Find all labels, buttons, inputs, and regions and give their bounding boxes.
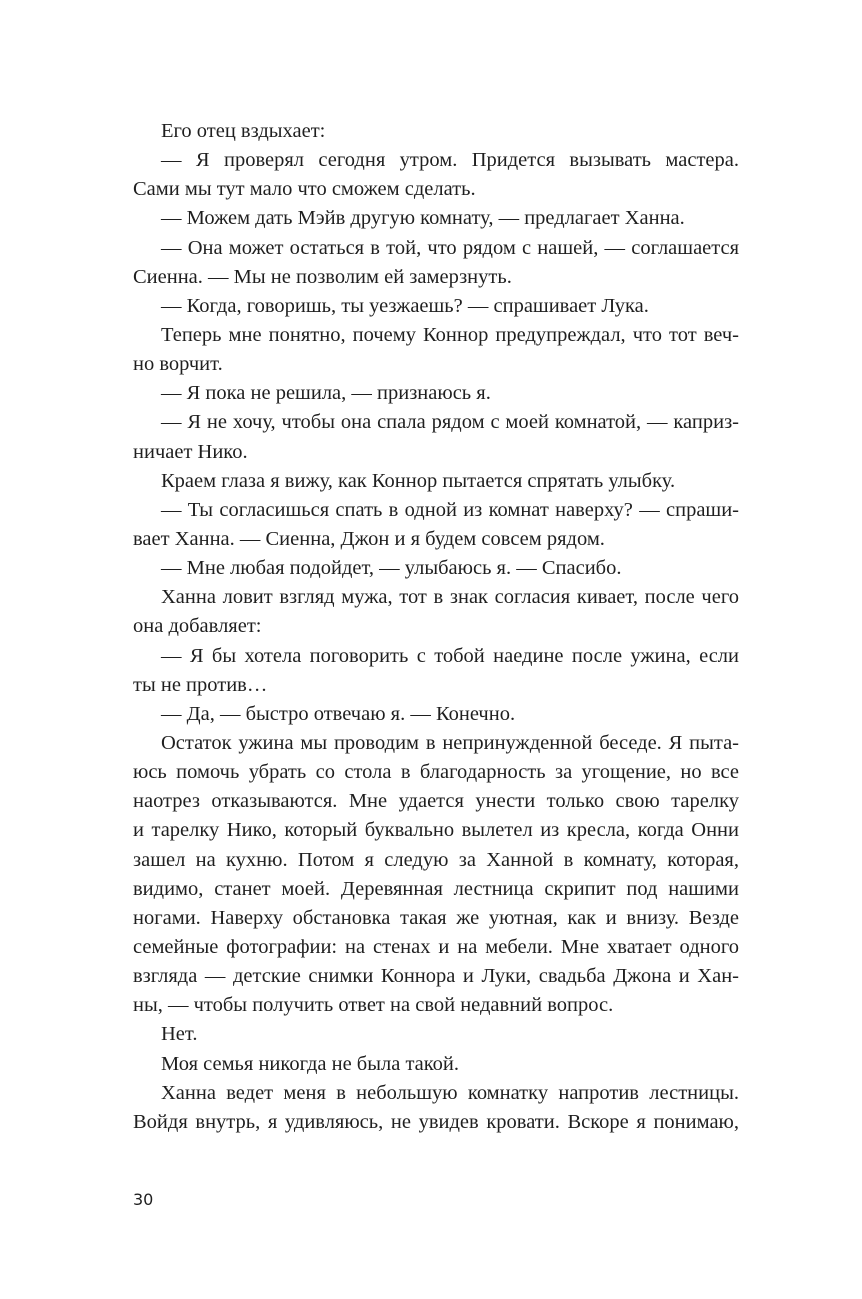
text-line: Ханна ловит взгляд мужа, тот в знак согласия кивает, после чего bbox=[161, 586, 739, 609]
text-line: семейные фотографии: на стенах и на мебели. Мне хватает одного bbox=[133, 935, 739, 958]
text-line: взгляда — детские снимки Коннора и Луки, свадьба Джона и Хан- bbox=[133, 965, 739, 988]
text-line: Остаток ужина мы проводим в непринужденной беседе. Я пыта- bbox=[161, 731, 739, 754]
text-line: — Да, — быстро отвечаю я. — Конечно. bbox=[161, 702, 516, 725]
text-line: — Я не хочу, чтобы она спала рядом с моей комнатой, — каприз- bbox=[161, 411, 739, 434]
text-line: Моя семья никогда не была такой. bbox=[161, 1052, 460, 1075]
text-line: — Можем дать Мэйв другую комнату, — предлагает Ханна. bbox=[161, 207, 685, 230]
text-line: юсь помочь убрать со стола в благодарность за угощение, но все bbox=[133, 761, 739, 784]
text-line: видимо, станет моей. Деревянная лестница скрипит под нашими bbox=[133, 877, 739, 900]
text-line: и тарелку Нико, который буквально вылетел из кресла, когда Онни bbox=[133, 819, 739, 842]
text-line: Сами мы тут мало что сможем сделать. bbox=[133, 178, 476, 201]
text-line: — Я проверял сегодня утром. Придется вызывать мастера. bbox=[161, 149, 739, 172]
text-line: наотрез отказываются. Мне удается унести только свою тарелку bbox=[133, 790, 739, 813]
text-line: она добавляет: bbox=[133, 615, 262, 638]
text-line: зашел на кухню. Потом я следую за Ханной в комнату, которая, bbox=[133, 848, 739, 871]
body-text bbox=[133, 117, 739, 1137]
text-line: Нет. bbox=[161, 1023, 198, 1046]
text-line: Его отец вздыхает: bbox=[161, 120, 326, 142]
text-line: — Мне любая подойдет, — улыбаюсь я. — Спасибо. bbox=[161, 557, 622, 580]
text-line: — Она может остаться в той, что рядом с нашей, — соглашается bbox=[161, 236, 739, 259]
text-line: ничает Нико. bbox=[133, 440, 248, 463]
text-line: Теперь мне понятно, почему Коннор предупреждал, что тот веч- bbox=[161, 323, 739, 346]
text-line: Краем глаза я вижу, как Коннор пытается спрятать улыбку. bbox=[161, 469, 676, 492]
text-line: — Когда, говоришь, ты уезжаешь? — спрашивает Лука. bbox=[161, 294, 649, 317]
text-line: но ворчит. bbox=[133, 353, 223, 376]
text-line: вает Ханна. — Сиенна, Джон и я будем совсем рядом. bbox=[133, 527, 605, 550]
text-line: — Я бы хотела поговорить с тобой наедине после ужина, если bbox=[161, 644, 739, 667]
text-line: ны, — чтобы получить ответ на свой недавний вопрос. bbox=[133, 994, 614, 1017]
page-number: 30 bbox=[133, 1190, 154, 1209]
text-line: ногами. Наверху обстановка такая же уютная, как и внизу. Везде bbox=[133, 906, 739, 929]
text-line: Ханна ведет меня в небольшую комнатку напротив лестницы. bbox=[161, 1081, 739, 1104]
text-line: — Ты согласишься спать в одной из комнат наверху? — спраши- bbox=[161, 498, 739, 521]
text-line: Войдя внутрь, я удивляюсь, не увидев кровати. Вскоре я понимаю, bbox=[133, 1110, 739, 1133]
text-line: Сиенна. — Мы не позволим ей замерзнуть. bbox=[133, 265, 512, 288]
text-line: ты не против… bbox=[133, 673, 268, 696]
text-line: — Я пока не решила, — признаюсь я. bbox=[161, 382, 491, 405]
